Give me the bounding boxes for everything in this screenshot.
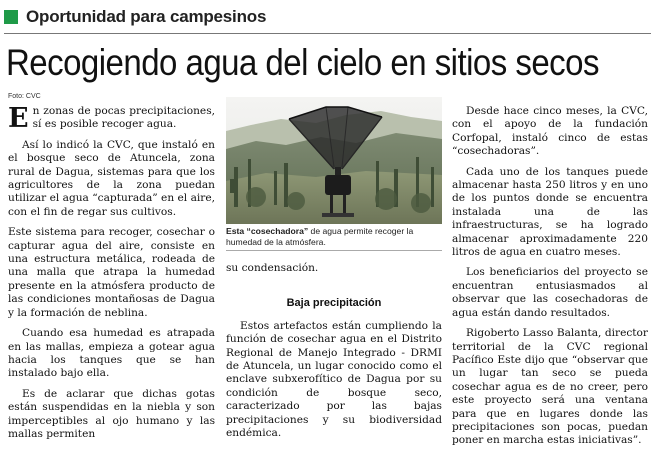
article-photo	[226, 97, 442, 224]
article-column-1	[8, 105, 215, 448]
paragraph: Este sistema para recoger, cosechar o capturar agua del aire, consiste en una estructura metálica, rodeada de una malla que atrapa la humedad presente en la atmósfera producto de las condiciones montañosas de Dagua y la formación de neblina.	[8, 226, 215, 319]
paragraph: Cuando esa humedad es atrapada en las mallas, empieza a gotear agua hacia los tanques que se han instalado bajo ella.	[8, 327, 215, 380]
lead-text: n zonas de pocas precipitaciones, sí es posible recoger agua.	[32, 105, 215, 131]
caption-text: de agua permite recoger la humedad de la atmósfera.	[226, 226, 414, 247]
paragraph: Desde hace cinco meses, la CVC, con el apoyo de la fundación Corfopal, instaló cinco de estas “cosechadoras”.	[452, 105, 648, 158]
paragraph: Los beneficiarios del proyecto se encuentran entusiasmados al observar que las cosechadoras de agua están dando resultados.	[452, 266, 648, 319]
paragraph: Rigoberto Lasso Balanta, director territorial de la CVC regional Pacífico Este dijo que “observar que un lugar tan seco se pueda cosechar agua es de no creer, pero este proyecto será una ventana para que en lugares donde las precipitaciones son pocas, puedan poner en marcha estas iniciativas”.	[452, 327, 648, 447]
section-marker-square	[4, 10, 18, 24]
paragraph: Es de aclarar que dichas gotas están suspendidas en la niebla y son imperceptibles al ojo humano y las mallas permiten	[8, 387, 215, 440]
paragraph: Estos artefactos están cumpliendo la función de cosechar agua en el Distrito Regional de Manejo Integrado - DRMI de Atuncela, un lugar conocido como el enclave subxerofítico de Dagua por su condición de bosque seco, caracterizado por las bajas precipitaciones y su biodiversidad endémica.	[226, 319, 442, 440]
caption-bold: Esta “cosechadora”	[226, 226, 309, 236]
paragraph: Así lo indicó la CVC, que instaló en el bosque seco de Atuncela, zona rural de Dagua, sistemas para que los agricultores de la zona puedan utilizar el agua “capturada” en el aire, con el fin de regar sus cultivos.	[8, 138, 215, 218]
header-divider	[4, 33, 651, 34]
section-header	[4, 6, 266, 28]
article-column-2	[226, 262, 442, 447]
caption-divider	[226, 250, 442, 251]
photo-caption	[226, 226, 442, 248]
section-label: Oportunidad para campesinos	[26, 7, 267, 26]
subheading: Baja precipitación	[286, 297, 382, 310]
paragraph: Cada uno de los tanques puede almacenar hasta 250 litros y en uno de los puntos donde se encuentra instalada una de las infraestructuras, se ha logrado almacenar aproximadamente 220 litros de agua en cuatro meses.	[452, 165, 648, 259]
paragraph: su condensación.	[226, 262, 319, 274]
article-column-3	[452, 105, 648, 454]
photo-credit: Foto: CVC	[8, 93, 41, 100]
article-headline: Recogiendo agua del cielo en sitios secos	[6, 41, 599, 83]
drop-cap: E	[8, 103, 29, 134]
lead-paragraph	[8, 105, 215, 132]
